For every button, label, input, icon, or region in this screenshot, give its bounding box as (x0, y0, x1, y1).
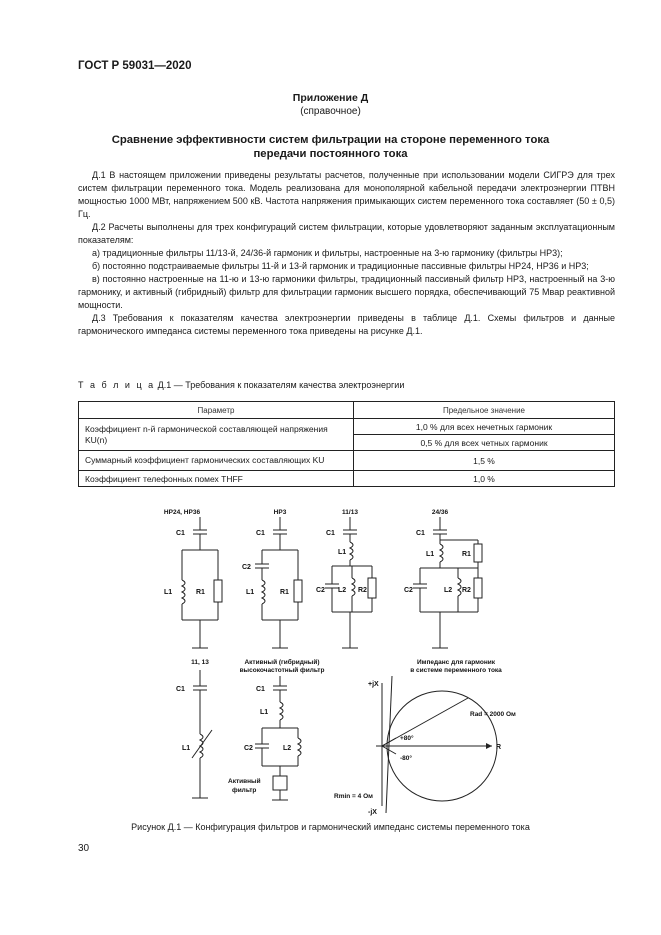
header-active-2: высокочастотный фильтр (239, 667, 325, 674)
label-l1: L1 (338, 549, 347, 556)
label-c2: С2 (316, 587, 325, 594)
paragraph-d1: Д.1 В настоящем приложении приведены результаты расчетов, полученные при использовании модели СИГРЭ для трех систем фильтрации переменного тока. Модель реализована для монополярной кабельной передачи электроэнергии ПТВН мощностью 1000 МВт, напряжением 500 кВ. Частота напряжения примыкающих систем переменного тока составляет (50 ± 0,5) Гц. (78, 170, 615, 219)
filter-11-13-schematic (176, 670, 212, 798)
label-c2: С2 (404, 587, 413, 594)
table-cell-param: Коэффициент телефонных помех THFF (79, 471, 354, 487)
label-r2: R2 (358, 587, 367, 594)
label-l1: L1 (426, 551, 435, 558)
table-cell-value: 1,5 % (354, 451, 615, 471)
label-l1: L1 (182, 745, 191, 752)
standard-header: ГОСТ Р 59031—2020 (78, 60, 192, 72)
body-text (78, 169, 615, 338)
label-c1: С1 (176, 530, 185, 537)
table-row (79, 471, 615, 487)
active-filter-box (273, 776, 287, 790)
list-item-c: в) постоянно настроенные на 11-ю и 13-ю гармоники фильтры, традиционный пассивный фильтр НР3, настроенный на 3-ю гармонику, и активный (гибридный) фильтр для фильтрации гармоник высшего порядка, обеспечивающий 75 Мвар реактивной мощности. (78, 274, 615, 310)
label-l2: L2 (338, 587, 347, 594)
list-item-b: б) постоянно подстраиваемые фильтры 11-й и 13-й гармоник и традиционные пассивные фильтры НР24, НР36 и НР3; (92, 261, 589, 271)
table-caption-text: Д.1 — Требования к показателям качества электроэнергии (155, 380, 405, 390)
label-c1: С1 (176, 686, 185, 693)
table-caption-prefix: Т а б л и ц а (78, 380, 156, 390)
filter-diagram (120, 500, 540, 815)
filter-2436-schematic (404, 517, 482, 648)
label-active-box: Активный (228, 778, 261, 785)
main-title (60, 133, 601, 161)
list-item-a: а) традиционные фильтры 11/13-й, 24/36-й гармоник и фильтры, настроенные на 3-ю гармонику (фильтры НР3); (92, 248, 563, 258)
figure-caption: Рисунок Д.1 — Конфигурация фильтров и гармонический импеданс системы переменного тока (131, 822, 530, 832)
label-l1: L1 (164, 589, 173, 596)
paragraph-d2: Д.2 Расчеты выполнены для трех конфигураций систем фильтрации, которые удовлетворяют заданным эксплуатационным показателям: (78, 222, 615, 245)
label-l1: L1 (246, 589, 255, 596)
header-1113: 11/13 (342, 509, 358, 516)
impedance-diagram (334, 676, 516, 816)
filter-active-schematic (228, 676, 301, 800)
label-rmin: Rmin = 4 Ом (334, 793, 373, 800)
label-active-box-2: фильтр (232, 787, 257, 794)
label-r2: R2 (462, 587, 471, 594)
table-cell-value: 1,0 % (354, 471, 615, 487)
header-hp3: НР3 (273, 509, 287, 516)
filter-hp3-schematic (242, 517, 302, 648)
label-radius: Rad = 2000 Ом (470, 711, 516, 718)
label-c2: С2 (244, 745, 253, 752)
main-title-line1: Сравнение эффективности систем фильтрации на стороне переменного тока (111, 134, 550, 146)
table-cell-value: 0,5 % для всех четных гармоник (354, 435, 615, 451)
label-l1: L1 (260, 709, 269, 716)
label-plus-jx: +jX (368, 681, 379, 688)
appendix-subtitle: (справочное) (300, 106, 361, 117)
paragraph-d3: Д.3 Требования к показателям качества электроэнергии приведены в таблице Д.1. Схемы фильтров и данные гармонического импеданса системы переменного тока приведены на рисунке Д.1. (78, 313, 615, 336)
filter-hp2436-schematic (164, 517, 222, 648)
label-c1: С1 (416, 530, 425, 537)
label-c1: С1 (256, 686, 265, 693)
filter-1113-schematic (316, 517, 376, 648)
label-c2: С2 (242, 564, 251, 571)
label-r-axis: R (496, 744, 502, 751)
header-impedance: Импеданс для гармоник (416, 659, 496, 666)
page-number: 30 (78, 843, 90, 854)
table-caption (78, 380, 404, 390)
label-c1: С1 (326, 530, 335, 537)
header-impedance-2: в системе переменного тока (410, 667, 502, 674)
label-l2: L2 (444, 587, 453, 594)
label-minus-jx: -jX (368, 809, 377, 816)
table-cell-value: 1,0 % для всех нечетных гармоник (354, 419, 615, 435)
table-cell-param: Коэффициент n-й гармонической составляющей напряжения KU(n) (79, 419, 354, 451)
table-cell-param: Суммарный коэффициент гармонических составляющих KU (79, 451, 354, 471)
column-header-param: Параметр (79, 402, 354, 419)
main-title-line2: передачи постоянного тока (253, 148, 408, 160)
label-angle-pos: +80° (400, 735, 414, 742)
header-11-13: 11, 13 (191, 659, 209, 666)
table-row (79, 451, 615, 471)
appendix-title: Приложение Д (292, 92, 369, 104)
label-r1: R1 (196, 589, 205, 596)
label-l2: L2 (283, 745, 292, 752)
column-header-limit: Предельное значение (354, 402, 615, 419)
requirements-table (78, 401, 615, 487)
label-angle-neg: -80° (400, 755, 412, 762)
header-2436: 24/36 (431, 509, 449, 516)
header-active: Активный (гибридный) (244, 659, 320, 666)
label-r1: R1 (280, 589, 289, 596)
label-c1: С1 (256, 530, 265, 537)
table-header-row (79, 402, 615, 419)
header-hp2436: НР24, НР36 (163, 509, 201, 516)
label-r1: R1 (462, 551, 471, 558)
table-row (79, 419, 615, 435)
